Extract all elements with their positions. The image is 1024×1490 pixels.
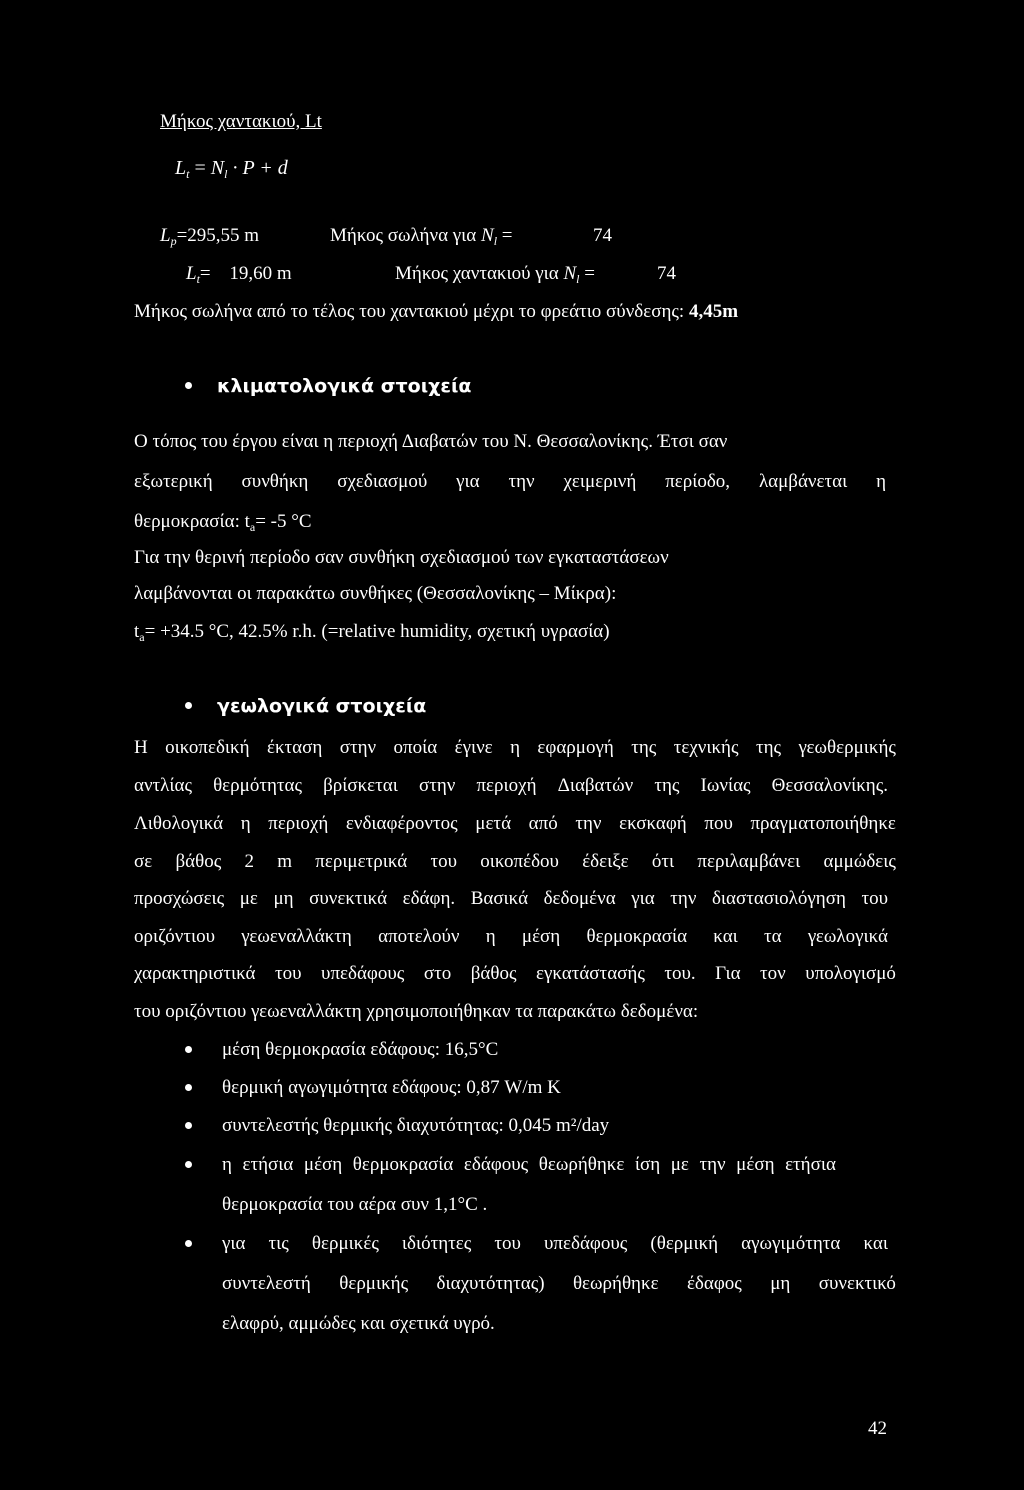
section-title-trench-length: Μήκος χαντακιού, Lt [160,111,322,132]
geology-item-continuation: συντελεστή θερμικής διαχυτότητας) θεωρήθηκε έδαφος μη συνεκτικό [222,1273,896,1294]
trench-length-value: $L_t= 19,60$ m [186,263,292,286]
geology-para-line: του οριζόντιου γεωεναλλάκτη χρησιμοποιήθηκαν τα παρακάτω δεδομένα: [134,1001,699,1022]
geology-item-continuation: θερμοκρασία του αέρα συν 1,1°C . [222,1194,488,1215]
heading-geological-data: γεωλογικά στοιχεία [217,695,427,717]
bullet-icon [185,382,192,389]
geology-item: θερμική αγωγιμότητα εδάφους: 0,87 W/m K [222,1077,561,1098]
geology-item: συντελεστής θερμικής διαχυτότητας: 0,045 m²/day [222,1115,610,1136]
geology-item: για τις θερμικές ιδιότητες του υπεδάφους (θερμική αγωγιμότητα και [222,1233,888,1254]
heading-climate-data: κλιματολογικά στοιχεία [217,375,472,397]
geology-para-line: σε βάθος 2 m περιμετρικά του οικοπέδου έδειξε ότι περιλαμβάνει αμμώδεις [134,851,896,872]
geology-para-line: αντλίας θερμότητας βρίσκεται στην περιοχή Διαβατών της Ιωνίας Θεσσαλονίκης. [134,775,888,796]
pipe-to-manhole-value: 4,45m [688,301,739,322]
geology-para-line: Η οικοπεδική έκταση στην οποία έγινε η εφαρμογή της τεχνικής της γεωθερμικής [134,737,896,758]
trench-length-count: 74 [657,263,676,284]
bullet-icon [185,1161,192,1168]
climate-line-6: $t_a= +34.5$ °C, 42.5% r.h. (=relative humidity, σχετική υγρασία) [134,621,610,644]
geology-para-line: Λιθολογικά η περιοχή ενδιαφέροντος μετά από την εκσκαφή που πραγματοποιήθηκε [134,813,896,834]
climate-line-2: εξωτερική συνθήκη σχεδιασμού για την χειμερινή περίοδο, λαμβάνεται η [134,471,886,492]
bullet-icon [185,1046,192,1053]
pipe-length-value: $L_p=295,55$ m [160,225,260,248]
formula-trench-length: $L_t = N_l \cdot P + d$ [175,157,288,181]
pipe-length-count: 74 [593,225,612,246]
climate-line-3: θερμοκρασία: $t_a= -5$ °C [134,511,312,534]
geology-item: η ετήσια μέση θερμοκρασία εδάφους θεωρήθηκε ίση με την μέση ετήσια [222,1154,836,1175]
climate-line-4: Για την θερινή περίοδο σαν συνθήκη σχεδιασμού των εγκαταστάσεων [134,547,669,568]
bullet-icon [185,1240,192,1247]
pipe-length-label: Μήκος σωλήνα για $N_l$ = [330,225,513,248]
geology-item: μέση θερμοκρασία εδάφους: 16,5°C [222,1039,499,1060]
bullet-icon [185,1084,192,1091]
climate-line-1: Ο τόπος του έργου είναι η περιοχή Διαβατών του Ν. Θεσσαλονίκης. Έτσι σαν [134,431,728,452]
pipe-to-manhole-text: Μήκος σωλήνα από το τέλος του χαντακιού μέχρι το φρεάτιο σύνδεσης: 4,45m [134,301,739,322]
bullet-icon [185,702,192,709]
trench-length-label: Μήκος χαντακιού για $N_l$ = [395,263,595,286]
geology-para-line: οριζόντιου γεωεναλλάκτη αποτελούν η μέση θερμοκρασία και τα γεωλογικά [134,926,888,947]
geology-para-line: προσχώσεις με μη συνεκτικά εδάφη. Βασικά δεδομένα για την διαστασιολόγηση του [134,888,888,909]
climate-line-5: λαμβάνονται οι παρακάτω συνθήκες (Θεσσαλονίκης – Μίκρα): [134,583,617,604]
geology-item-continuation: ελαφρύ, αμμώδες και σχετικά υγρό. [222,1313,495,1334]
page-number: 42 [868,1418,887,1439]
bullet-icon [185,1122,192,1129]
geology-para-line: χαρακτηριστικά του υπεδάφους στο βάθος εγκατάστασής του. Για τον υπολογισμό [134,963,896,984]
